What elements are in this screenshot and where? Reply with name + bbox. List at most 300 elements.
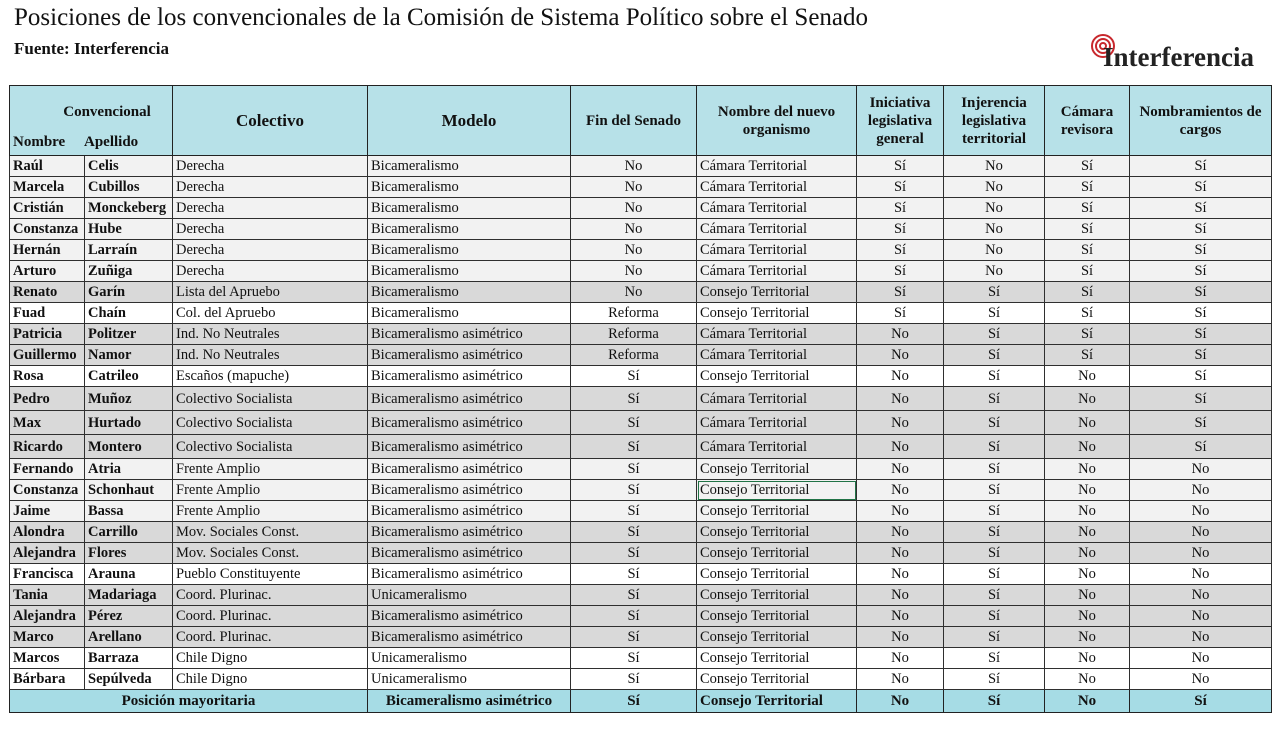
- cell-organismo: Cámara Territorial: [697, 345, 857, 366]
- cell-nombre: Constanza: [10, 480, 85, 501]
- cell-apellido: Cubillos: [85, 177, 173, 198]
- cell-camara: No: [1045, 366, 1130, 387]
- cell-camara: Sí: [1045, 303, 1130, 324]
- cell-nombramientos: Sí: [1130, 387, 1272, 411]
- header-convencional: [10, 86, 173, 156]
- cell-fin: Reforma: [571, 345, 697, 366]
- cell-apellido: Bassa: [85, 501, 173, 522]
- cell-modelo: Bicameralismo asimétrico: [368, 564, 571, 585]
- cell-nombramientos: No: [1130, 585, 1272, 606]
- cell-nombre: Marcela: [10, 177, 85, 198]
- cell-nombre: Alejandra: [10, 543, 85, 564]
- cell-apellido: Politzer: [85, 324, 173, 345]
- majority-modelo: Bicameralismo asimétrico: [368, 690, 571, 713]
- header-camara-revisora: Cámara revisora: [1045, 86, 1130, 156]
- table-row: [10, 627, 1272, 648]
- cell-organismo: Consejo Territorial: [697, 480, 857, 501]
- cell-iniciativa: Sí: [857, 303, 944, 324]
- cell-nombramientos: Sí: [1130, 156, 1272, 177]
- cell-modelo: Bicameralismo asimétrico: [368, 411, 571, 435]
- table-row: [10, 411, 1272, 435]
- cell-ingerencia: No: [944, 261, 1045, 282]
- cell-iniciativa: No: [857, 411, 944, 435]
- cell-ingerencia: Sí: [944, 387, 1045, 411]
- header-apellido: Apellido: [84, 134, 139, 150]
- cell-organismo: Cámara Territorial: [697, 261, 857, 282]
- cell-fin: Sí: [571, 543, 697, 564]
- cell-organismo: Consejo Territorial: [697, 543, 857, 564]
- cell-ingerencia: No: [944, 219, 1045, 240]
- cell-ingerencia: No: [944, 177, 1045, 198]
- cell-modelo: Bicameralismo asimétrico: [368, 543, 571, 564]
- table-row: [10, 543, 1272, 564]
- cell-colectivo: Frente Amplio: [173, 480, 368, 501]
- cell-nombre: Alejandra: [10, 606, 85, 627]
- cell-nombre: Fuad: [10, 303, 85, 324]
- majority-iniciativa: No: [857, 690, 944, 713]
- cell-nombre: Cristián: [10, 198, 85, 219]
- cell-apellido: Muñoz: [85, 387, 173, 411]
- cell-ingerencia: Sí: [944, 459, 1045, 480]
- cell-camara: Sí: [1045, 261, 1130, 282]
- cell-nombramientos: No: [1130, 480, 1272, 501]
- cell-camara: Sí: [1045, 345, 1130, 366]
- cell-iniciativa: Sí: [857, 156, 944, 177]
- cell-colectivo: Derecha: [173, 219, 368, 240]
- table-row: [10, 522, 1272, 543]
- cell-apellido: Larraín: [85, 240, 173, 261]
- cell-nombre: Tania: [10, 585, 85, 606]
- cell-camara: Sí: [1045, 198, 1130, 219]
- cell-nombre: Marcos: [10, 648, 85, 669]
- cell-camara: No: [1045, 606, 1130, 627]
- cell-apellido: Chaín: [85, 303, 173, 324]
- cell-apellido: Hube: [85, 219, 173, 240]
- cell-ingerencia: No: [944, 198, 1045, 219]
- header-modelo: Modelo: [368, 86, 571, 156]
- cell-ingerencia: Sí: [944, 480, 1045, 501]
- majority-injerencia: Sí: [944, 690, 1045, 713]
- cell-nombre: Francisca: [10, 564, 85, 585]
- cell-organismo: Consejo Territorial: [697, 648, 857, 669]
- cell-camara: No: [1045, 387, 1130, 411]
- cell-iniciativa: Sí: [857, 240, 944, 261]
- cell-camara: No: [1045, 435, 1130, 459]
- cell-organismo: Consejo Territorial: [697, 669, 857, 690]
- cell-fin: Sí: [571, 585, 697, 606]
- cell-nombre: Hernán: [10, 240, 85, 261]
- cell-fin: Sí: [571, 411, 697, 435]
- cell-iniciativa: No: [857, 501, 944, 522]
- cell-fin: Sí: [571, 564, 697, 585]
- cell-colectivo: Colectivo Socialista: [173, 435, 368, 459]
- cell-nombramientos: Sí: [1130, 198, 1272, 219]
- cell-nombramientos: Sí: [1130, 282, 1272, 303]
- cell-modelo: Unicameralismo: [368, 648, 571, 669]
- cell-colectivo: Derecha: [173, 156, 368, 177]
- cell-ingerencia: Sí: [944, 522, 1045, 543]
- cell-colectivo: Lista del Apruebo: [173, 282, 368, 303]
- cell-colectivo: Ind. No Neutrales: [173, 324, 368, 345]
- cell-camara: Sí: [1045, 177, 1130, 198]
- cell-nombramientos: No: [1130, 543, 1272, 564]
- cell-iniciativa: Sí: [857, 261, 944, 282]
- cell-apellido: Carrillo: [85, 522, 173, 543]
- table-row: [10, 501, 1272, 522]
- cell-iniciativa: Sí: [857, 198, 944, 219]
- cell-organismo: Cámara Territorial: [697, 198, 857, 219]
- cell-nombramientos: Sí: [1130, 435, 1272, 459]
- cell-camara: Sí: [1045, 240, 1130, 261]
- cell-apellido: Flores: [85, 543, 173, 564]
- positions-table: [9, 85, 1272, 713]
- cell-modelo: Bicameralismo: [368, 177, 571, 198]
- cell-iniciativa: No: [857, 522, 944, 543]
- cell-iniciativa: No: [857, 366, 944, 387]
- cell-organismo: Cámara Territorial: [697, 387, 857, 411]
- cell-colectivo: Coord. Plurinac.: [173, 585, 368, 606]
- cell-organismo: Cámara Territorial: [697, 219, 857, 240]
- cell-apellido: Arellano: [85, 627, 173, 648]
- header-colectivo: Colectivo: [173, 86, 368, 156]
- cell-fin: Sí: [571, 501, 697, 522]
- cell-apellido: Pérez: [85, 606, 173, 627]
- cell-camara: No: [1045, 564, 1130, 585]
- cell-nombre: Max: [10, 411, 85, 435]
- cell-camara: No: [1045, 459, 1130, 480]
- cell-iniciativa: No: [857, 480, 944, 501]
- cell-nombre: Fernando: [10, 459, 85, 480]
- cell-nombre: Arturo: [10, 261, 85, 282]
- cell-fin: Sí: [571, 435, 697, 459]
- cell-nombre: Pedro: [10, 387, 85, 411]
- header-iniciativa: Iniciativa legislativa general: [857, 86, 944, 156]
- cell-ingerencia: Sí: [944, 648, 1045, 669]
- cell-apellido: Monckeberg: [85, 198, 173, 219]
- cell-colectivo: Col. del Apruebo: [173, 303, 368, 324]
- cell-modelo: Bicameralismo asimétrico: [368, 345, 571, 366]
- cell-modelo: Bicameralismo asimétrico: [368, 501, 571, 522]
- cell-organismo: Consejo Territorial: [697, 606, 857, 627]
- cell-iniciativa: No: [857, 387, 944, 411]
- cell-fin: No: [571, 282, 697, 303]
- cell-camara: No: [1045, 411, 1130, 435]
- cell-modelo: Bicameralismo asimétrico: [368, 324, 571, 345]
- cell-nombramientos: Sí: [1130, 177, 1272, 198]
- cell-colectivo: Chile Digno: [173, 669, 368, 690]
- cell-fin: Sí: [571, 669, 697, 690]
- cell-nombre: Constanza: [10, 219, 85, 240]
- table-row: [10, 303, 1272, 324]
- header-nombramientos: Nombramientos de cargos: [1130, 86, 1272, 156]
- cell-colectivo: Frente Amplio: [173, 459, 368, 480]
- majority-camara: No: [1045, 690, 1130, 713]
- cell-fin: Sí: [571, 480, 697, 501]
- table-row: [10, 435, 1272, 459]
- cell-iniciativa: No: [857, 435, 944, 459]
- table-row: [10, 585, 1272, 606]
- cell-colectivo: Derecha: [173, 240, 368, 261]
- table-row: [10, 198, 1272, 219]
- cell-organismo: Consejo Territorial: [697, 303, 857, 324]
- cell-ingerencia: Sí: [944, 564, 1045, 585]
- cell-modelo: Bicameralismo: [368, 156, 571, 177]
- cell-fin: Sí: [571, 459, 697, 480]
- logo-text: Interferencia: [1103, 42, 1254, 72]
- cell-fin: No: [571, 177, 697, 198]
- cell-fin: No: [571, 261, 697, 282]
- cell-organismo: Consejo Territorial: [697, 564, 857, 585]
- cell-nombre: Rosa: [10, 366, 85, 387]
- source-line: Fuente: Interferencia: [14, 39, 169, 58]
- cell-fin: No: [571, 156, 697, 177]
- header-nombre: Nombre: [13, 134, 66, 150]
- cell-ingerencia: Sí: [944, 585, 1045, 606]
- cell-iniciativa: No: [857, 345, 944, 366]
- table-row: [10, 261, 1272, 282]
- header-injerencia: Injerencia legislativa territorial: [944, 86, 1045, 156]
- cell-ingerencia: Sí: [944, 411, 1045, 435]
- cell-nombramientos: Sí: [1130, 345, 1272, 366]
- cell-nombre: Renato: [10, 282, 85, 303]
- cell-camara: No: [1045, 480, 1130, 501]
- cell-modelo: Bicameralismo asimétrico: [368, 606, 571, 627]
- cell-modelo: Bicameralismo asimétrico: [368, 387, 571, 411]
- table-row: [10, 345, 1272, 366]
- cell-modelo: Bicameralismo: [368, 240, 571, 261]
- table-row: [10, 459, 1272, 480]
- cell-modelo: Bicameralismo asimétrico: [368, 627, 571, 648]
- cell-fin: Reforma: [571, 303, 697, 324]
- cell-organismo: Consejo Territorial: [697, 366, 857, 387]
- cell-fin: Sí: [571, 648, 697, 669]
- cell-modelo: Unicameralismo: [368, 669, 571, 690]
- cell-organismo: Consejo Territorial: [697, 501, 857, 522]
- cell-iniciativa: No: [857, 627, 944, 648]
- cell-modelo: Bicameralismo asimétrico: [368, 522, 571, 543]
- cell-organismo: Cámara Territorial: [697, 435, 857, 459]
- cell-colectivo: Frente Amplio: [173, 501, 368, 522]
- cell-nombre: Bárbara: [10, 669, 85, 690]
- cell-ingerencia: Sí: [944, 324, 1045, 345]
- cell-ingerencia: Sí: [944, 606, 1045, 627]
- cell-colectivo: Derecha: [173, 261, 368, 282]
- cell-fin: Sí: [571, 606, 697, 627]
- cell-modelo: Bicameralismo: [368, 303, 571, 324]
- cell-camara: No: [1045, 627, 1130, 648]
- cell-camara: No: [1045, 669, 1130, 690]
- cell-modelo: Bicameralismo: [368, 198, 571, 219]
- cell-camara: No: [1045, 501, 1130, 522]
- cell-apellido: Namor: [85, 345, 173, 366]
- cell-iniciativa: Sí: [857, 219, 944, 240]
- table-row: [10, 177, 1272, 198]
- cell-apellido: Madariaga: [85, 585, 173, 606]
- cell-nombramientos: Sí: [1130, 411, 1272, 435]
- cell-ingerencia: Sí: [944, 366, 1045, 387]
- cell-camara: No: [1045, 585, 1130, 606]
- cell-organismo: Cámara Territorial: [697, 324, 857, 345]
- cell-ingerencia: No: [944, 156, 1045, 177]
- cell-organismo: Cámara Territorial: [697, 240, 857, 261]
- cell-colectivo: Escaños (mapuche): [173, 366, 368, 387]
- cell-iniciativa: No: [857, 459, 944, 480]
- cell-organismo: Consejo Territorial: [697, 459, 857, 480]
- cell-apellido: Schonhaut: [85, 480, 173, 501]
- table-row: [10, 219, 1272, 240]
- cell-iniciativa: Sí: [857, 177, 944, 198]
- cell-organismo: Cámara Territorial: [697, 177, 857, 198]
- cell-nombre: Raúl: [10, 156, 85, 177]
- table-row: [10, 282, 1272, 303]
- cell-fin: Reforma: [571, 324, 697, 345]
- cell-ingerencia: Sí: [944, 627, 1045, 648]
- cell-camara: No: [1045, 648, 1130, 669]
- cell-nombramientos: Sí: [1130, 219, 1272, 240]
- cell-colectivo: Mov. Sociales Const.: [173, 522, 368, 543]
- cell-nombramientos: Sí: [1130, 324, 1272, 345]
- header-organismo: Nombre del nuevo organismo: [697, 86, 857, 156]
- cell-iniciativa: Sí: [857, 282, 944, 303]
- cell-modelo: Bicameralismo asimétrico: [368, 459, 571, 480]
- cell-nombramientos: Sí: [1130, 303, 1272, 324]
- cell-apellido: Atria: [85, 459, 173, 480]
- cell-nombre: Marco: [10, 627, 85, 648]
- cell-colectivo: Coord. Plurinac.: [173, 606, 368, 627]
- cell-iniciativa: No: [857, 606, 944, 627]
- table-row: [10, 240, 1272, 261]
- cell-apellido: Arauna: [85, 564, 173, 585]
- cell-ingerencia: No: [944, 240, 1045, 261]
- cell-colectivo: Derecha: [173, 198, 368, 219]
- cell-fin: Sí: [571, 627, 697, 648]
- cell-camara: Sí: [1045, 324, 1130, 345]
- cell-fin: No: [571, 198, 697, 219]
- cell-colectivo: Ind. No Neutrales: [173, 345, 368, 366]
- cell-apellido: Garín: [85, 282, 173, 303]
- cell-apellido: Sepúlveda: [85, 669, 173, 690]
- cell-ingerencia: Sí: [944, 669, 1045, 690]
- header-convencional-label: Convencional: [63, 104, 151, 120]
- cell-organismo: Consejo Territorial: [697, 522, 857, 543]
- cell-colectivo: Coord. Plurinac.: [173, 627, 368, 648]
- cell-nombramientos: No: [1130, 648, 1272, 669]
- cell-apellido: Zuñiga: [85, 261, 173, 282]
- cell-nombramientos: No: [1130, 606, 1272, 627]
- cell-ingerencia: Sí: [944, 435, 1045, 459]
- cell-apellido: Barraza: [85, 648, 173, 669]
- cell-nombramientos: No: [1130, 459, 1272, 480]
- cell-modelo: Unicameralismo: [368, 585, 571, 606]
- cell-nombre: Ricardo: [10, 435, 85, 459]
- table-row: [10, 480, 1272, 501]
- cell-organismo: Consejo Territorial: [697, 585, 857, 606]
- cell-nombre: Jaime: [10, 501, 85, 522]
- majority-row: [10, 690, 1272, 713]
- cell-nombramientos: No: [1130, 669, 1272, 690]
- cell-iniciativa: No: [857, 585, 944, 606]
- logo: [1090, 30, 1275, 76]
- cell-modelo: Bicameralismo: [368, 261, 571, 282]
- cell-iniciativa: No: [857, 324, 944, 345]
- cell-colectivo: Derecha: [173, 177, 368, 198]
- table-row: [10, 648, 1272, 669]
- cell-colectivo: Colectivo Socialista: [173, 411, 368, 435]
- cell-fin: Sí: [571, 522, 697, 543]
- cell-organismo: Cámara Territorial: [697, 156, 857, 177]
- table-row: [10, 564, 1272, 585]
- cell-apellido: Catrileo: [85, 366, 173, 387]
- table-row: [10, 366, 1272, 387]
- cell-iniciativa: No: [857, 564, 944, 585]
- page-title: Posiciones de los convencionales de la Comisión de Sistema Político sobre el Senado: [14, 4, 869, 31]
- cell-apellido: Celis: [85, 156, 173, 177]
- cell-fin: No: [571, 219, 697, 240]
- majority-fin: Sí: [571, 690, 697, 713]
- cell-ingerencia: Sí: [944, 345, 1045, 366]
- cell-nombramientos: Sí: [1130, 366, 1272, 387]
- cell-nombramientos: No: [1130, 627, 1272, 648]
- cell-colectivo: Mov. Sociales Const.: [173, 543, 368, 564]
- cell-colectivo: Pueblo Constituyente: [173, 564, 368, 585]
- table-row: [10, 324, 1272, 345]
- cell-camara: Sí: [1045, 282, 1130, 303]
- cell-nombramientos: No: [1130, 522, 1272, 543]
- cell-camara: No: [1045, 522, 1130, 543]
- cell-ingerencia: Sí: [944, 282, 1045, 303]
- cell-ingerencia: Sí: [944, 543, 1045, 564]
- cell-iniciativa: No: [857, 543, 944, 564]
- table-body: [10, 156, 1272, 690]
- cell-apellido: Montero: [85, 435, 173, 459]
- cell-nombramientos: No: [1130, 564, 1272, 585]
- cell-camara: No: [1045, 543, 1130, 564]
- cell-iniciativa: No: [857, 669, 944, 690]
- cell-apellido: Hurtado: [85, 411, 173, 435]
- cell-fin: Sí: [571, 366, 697, 387]
- cell-fin: Sí: [571, 387, 697, 411]
- cell-nombramientos: Sí: [1130, 261, 1272, 282]
- cell-nombramientos: Sí: [1130, 240, 1272, 261]
- cell-organismo: Consejo Territorial: [697, 282, 857, 303]
- cell-nombramientos: No: [1130, 501, 1272, 522]
- table-row: [10, 156, 1272, 177]
- cell-modelo: Bicameralismo asimétrico: [368, 366, 571, 387]
- cell-modelo: Bicameralismo: [368, 282, 571, 303]
- table-row: [10, 387, 1272, 411]
- cell-camara: Sí: [1045, 219, 1130, 240]
- cell-ingerencia: Sí: [944, 303, 1045, 324]
- cell-colectivo: Colectivo Socialista: [173, 387, 368, 411]
- cell-fin: No: [571, 240, 697, 261]
- majority-nombramientos: Sí: [1130, 690, 1272, 713]
- cell-modelo: Bicameralismo asimétrico: [368, 435, 571, 459]
- cell-organismo: Cámara Territorial: [697, 411, 857, 435]
- majority-organismo: Consejo Territorial: [697, 690, 857, 713]
- cell-modelo: Bicameralismo: [368, 219, 571, 240]
- cell-colectivo: Chile Digno: [173, 648, 368, 669]
- cell-ingerencia: Sí: [944, 501, 1045, 522]
- cell-nombre: Guillermo: [10, 345, 85, 366]
- table-row: [10, 669, 1272, 690]
- header-fin-senado: Fin del Senado: [571, 86, 697, 156]
- majority-label: Posición mayoritaria: [10, 690, 368, 713]
- cell-nombre: Alondra: [10, 522, 85, 543]
- cell-iniciativa: No: [857, 648, 944, 669]
- cell-modelo: Bicameralismo asimétrico: [368, 480, 571, 501]
- table-row: [10, 606, 1272, 627]
- cell-nombre: Patricia: [10, 324, 85, 345]
